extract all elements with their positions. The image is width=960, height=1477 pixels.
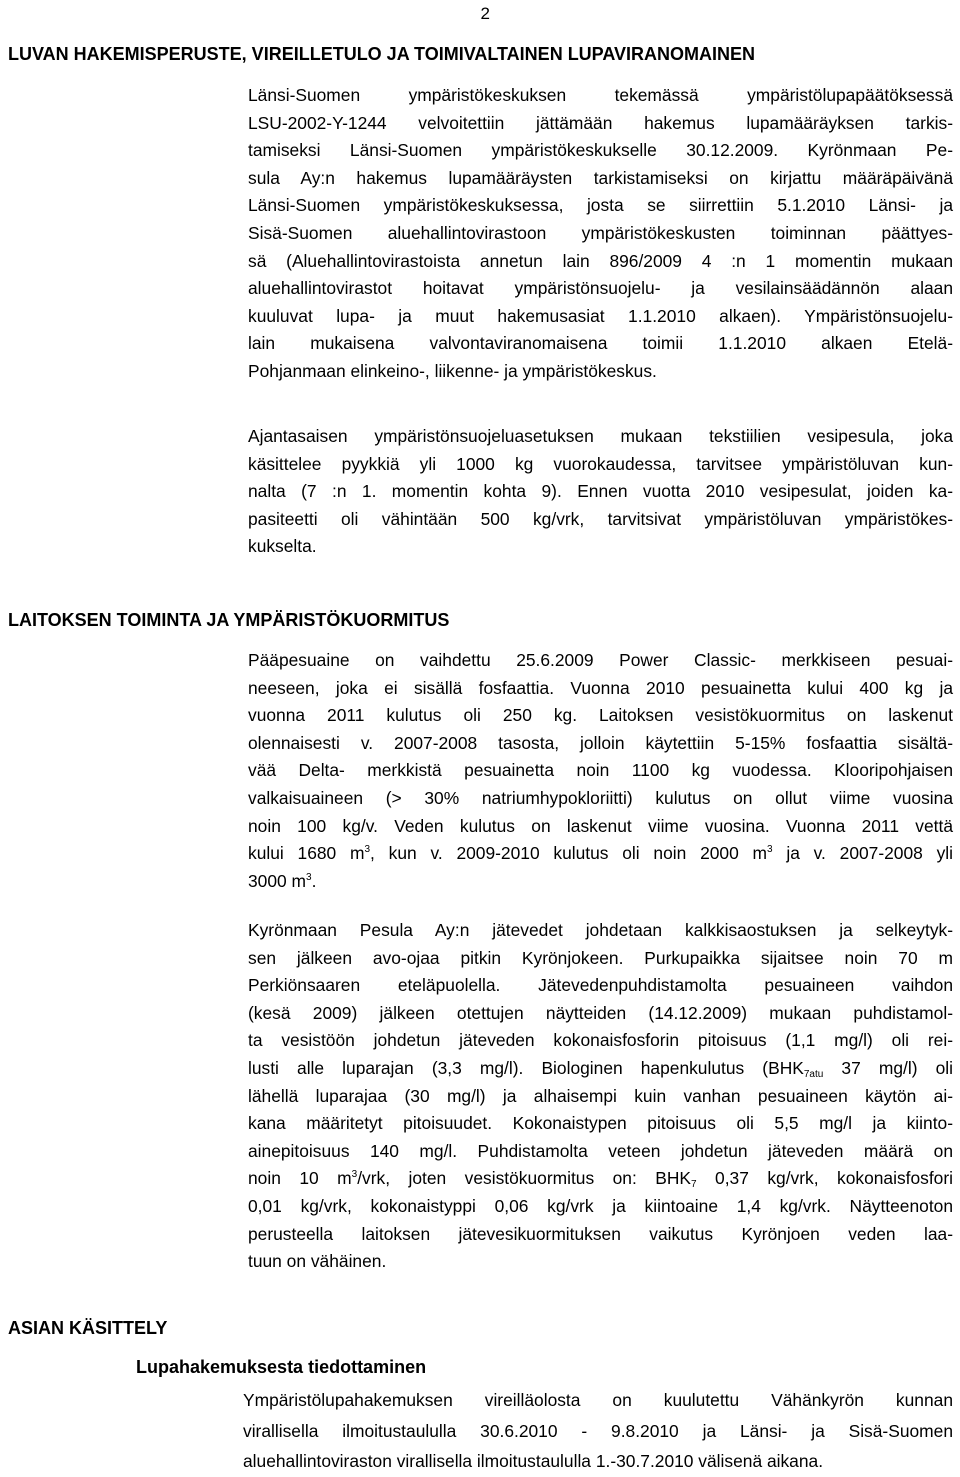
text-line: olennaisesti v. 2007-2008 tasosta, jolloin käytettiin 5-15% fosfaattia sisältä- xyxy=(248,732,953,753)
text-fragment: 3000 m xyxy=(248,870,307,891)
text-line: ainepitoisuus 140 mg/l. Puhdistamolta veteen johdetun jäteveden määrä on xyxy=(248,1140,953,1161)
paragraph-hakemusperuste xyxy=(248,82,953,386)
subheading-lupahakemuksesta-tiedottaminen: Lupahakemuksesta tiedottaminen xyxy=(136,1357,427,1377)
superscript: 3 xyxy=(767,844,773,856)
superscript: 3 xyxy=(351,1169,358,1181)
page-number: 2 xyxy=(480,4,490,23)
paragraph-kuulutus xyxy=(243,1385,953,1477)
text-line: noin 100 kg/v. Veden kulutus on laskenut viime vuosina. Vuonna 2011 vettä xyxy=(248,815,953,836)
text-line: Ympäristölupahakemuksen vireilläolosta on kuulutettu Vähänkyrön kunnan xyxy=(243,1390,953,1410)
text-line: kana määritetyt pitoisuudet. Kokonaistypen pitoisuus oli 5,5 mg/l ja kiinto- xyxy=(248,1113,953,1134)
text-line: sen jälkeen avo-ojaa pitkin Kyrönjokeen. Purkupaikka sijaitsee noin 70 m xyxy=(248,947,953,968)
text-line: kukselta. xyxy=(248,536,317,557)
text-line: ta vesistöön johdetun jäteveden kokonaisfosforin pitoisuus (1,1 mg/l) oli rei- xyxy=(248,1030,953,1051)
text-line: aluehallintoviraston virallisella ilmoitustaululla 1.-30.7.2010 välisenä aikana. xyxy=(243,1451,824,1472)
text-fragment: kului 1680 m xyxy=(248,843,365,864)
text-line xyxy=(248,1165,953,1193)
text-fragment: /vrk, joten vesistökuormitus on: BHK xyxy=(357,1168,692,1189)
text-line: vuonna 2011 kulutus oli 250 kg. Laitoksen vesistökuormitus on laskenut xyxy=(248,705,953,726)
text-line: Länsi-Suomen ympäristökeskuksen tekemässä ympäristölupapäätöksessä xyxy=(248,85,953,105)
text-fragment: 0,37 kg/vrk, kokonaisfosfori xyxy=(696,1168,953,1189)
subscript: 7 xyxy=(691,1179,697,1191)
text-fragment: ja v. 2007-2008 yli xyxy=(772,843,954,864)
text-line: käsittelee pyykkiä yli 1000 kg vuorokaudessa, tarvitsee ympäristöluvan kun- xyxy=(248,453,953,474)
subscript: 7atu xyxy=(803,1068,824,1080)
text-line: sula Ay:n hakemus lupamääräysten tarkistamiseksi on kirjattu määräpäivänä xyxy=(248,167,953,188)
text-line: tuun on vähäinen. xyxy=(248,1251,387,1272)
text-line: kuuluvat lupa- ja muut hakemusasiat 1.1.2010 alkaen). Ympäristönsuojelu- xyxy=(248,305,953,326)
text-line: Pääpesuaine on vaihdettu 25.6.2009 Power Classic- merkkiseen pesuai- xyxy=(248,650,953,670)
text-line xyxy=(248,868,953,896)
paragraph-pesuaine xyxy=(248,647,953,895)
text-line: perusteella laitoksen jätevesikuormituksen vaikutus Kyrönjoen veden laa- xyxy=(248,1223,953,1244)
text-line: Sisä-Suomen aluehallintovirastoon ympäristökeskusten toiminnan päättyes- xyxy=(248,222,953,243)
text-line: LSU-2002-Y-1244 velvoitettiin jättämään hakemus lupamääräyksen tarkis- xyxy=(248,112,953,133)
text-line: Perkiönsaaren eteläpuolella. Jätevedenpuhdistamolta pesuaineen vaihdon xyxy=(248,975,953,996)
text-fragment: 37 mg/l) oli xyxy=(823,1057,953,1078)
text-line: virallisella ilmoitustaululla 30.6.2010 - 9.8.2010 ja Länsi- ja Sisä-Suomen xyxy=(243,1420,953,1441)
text-line: valkaisuaineen (> 30% natriumhypokloriitti) kulutus on ollut viime vuosina xyxy=(248,787,953,808)
text-fragment: noin 10 m xyxy=(248,1168,352,1189)
section-heading-luvan-hakemisperuste: LUVAN HAKEMISPERUSTE, VIREILLETULO JA TOIMIVALTAINEN LUPAVIRANOMAINEN xyxy=(8,44,756,64)
text-line: pasiteetti oli vähintään 500 kg/vrk, tarvitsivat ympäristöluvan ympäristökes- xyxy=(248,508,953,529)
text-line: 0,01 kg/vrk, kokonaistyppi 0,06 kg/vrk ja kiintoaine 1,4 kg/vrk. Näytteenoton xyxy=(248,1195,953,1216)
paragraph-jatevedet xyxy=(248,917,953,1276)
text-line: sä (Aluehallintovirastoista annetun lain 896/2009 4 :n 1 momentin mukaan xyxy=(248,250,953,271)
text-line: Ajantasaisen ympäristönsuojeluasetuksen mukaan tekstiilien vesipesula, joka xyxy=(248,426,953,446)
text-line: neeseen, joka ei sisällä fosfaattia. Vuonna 2010 pesuainetta kului 400 kg ja xyxy=(248,677,953,698)
text-fragment: lusti alle luparajan (3,3 mg/l). Biologinen hapenkulutus (BHK xyxy=(248,1057,804,1078)
section-heading-laitoksen-toiminta: LAITOKSEN TOIMINTA JA YMPÄRISTÖKUORMITUS xyxy=(8,610,450,630)
text-line: Kyrönmaan Pesula Ay:n jätevedet johdetaan kalkkisaostuksen ja selkeytyk- xyxy=(248,920,953,940)
text-line xyxy=(248,1055,953,1083)
section-heading-asian-kasittely: ASIAN KÄSITTELY xyxy=(8,1318,168,1338)
text-line: Pohjanmaan elinkeino-, liikenne- ja ympäristökeskus. xyxy=(248,360,657,381)
text-line: vää Delta- merkkistä pesuainetta noin 1100 kg vuodessa. Klooripohjaisen xyxy=(248,760,953,781)
text-fragment: , kun v. 2009-2010 kulutus oli noin 2000 m xyxy=(370,843,768,864)
text-line: nalta (7 :n 1. momentin kohta 9). Ennen vuotta 2010 vesipesulat, joiden ka- xyxy=(248,481,953,502)
text-line: tamiseksi Länsi-Suomen ympäristökeskukselle 30.12.2009. Kyrönmaan Pe- xyxy=(248,140,953,161)
text-line: (kesä 2009) jälkeen otettujen näytteiden (14.12.2009) mukaan puhdistamol- xyxy=(248,1002,953,1023)
text-line: aluehallintovirastot hoitavat ympäristönsuojelu- ja vesilainsäädännön alaan xyxy=(248,278,953,299)
text-line: lain mukaisena valvontaviranomaisena toimii 1.1.2010 alkaen Etelä- xyxy=(248,333,953,354)
paragraph-asetus xyxy=(248,423,953,561)
text-line: lähellä luparajaa (30 mg/l) ja alhaisempi kuin vanhan pesuaineen käytön ai- xyxy=(248,1085,953,1106)
superscript: 3 xyxy=(364,844,371,856)
superscript: 3 xyxy=(306,871,312,883)
text-line: Länsi-Suomen ympäristökeskuksessa, josta se siirrettiin 5.1.2010 Länsi- ja xyxy=(248,195,953,216)
text-line xyxy=(248,840,953,868)
text-fragment: . xyxy=(311,870,317,891)
